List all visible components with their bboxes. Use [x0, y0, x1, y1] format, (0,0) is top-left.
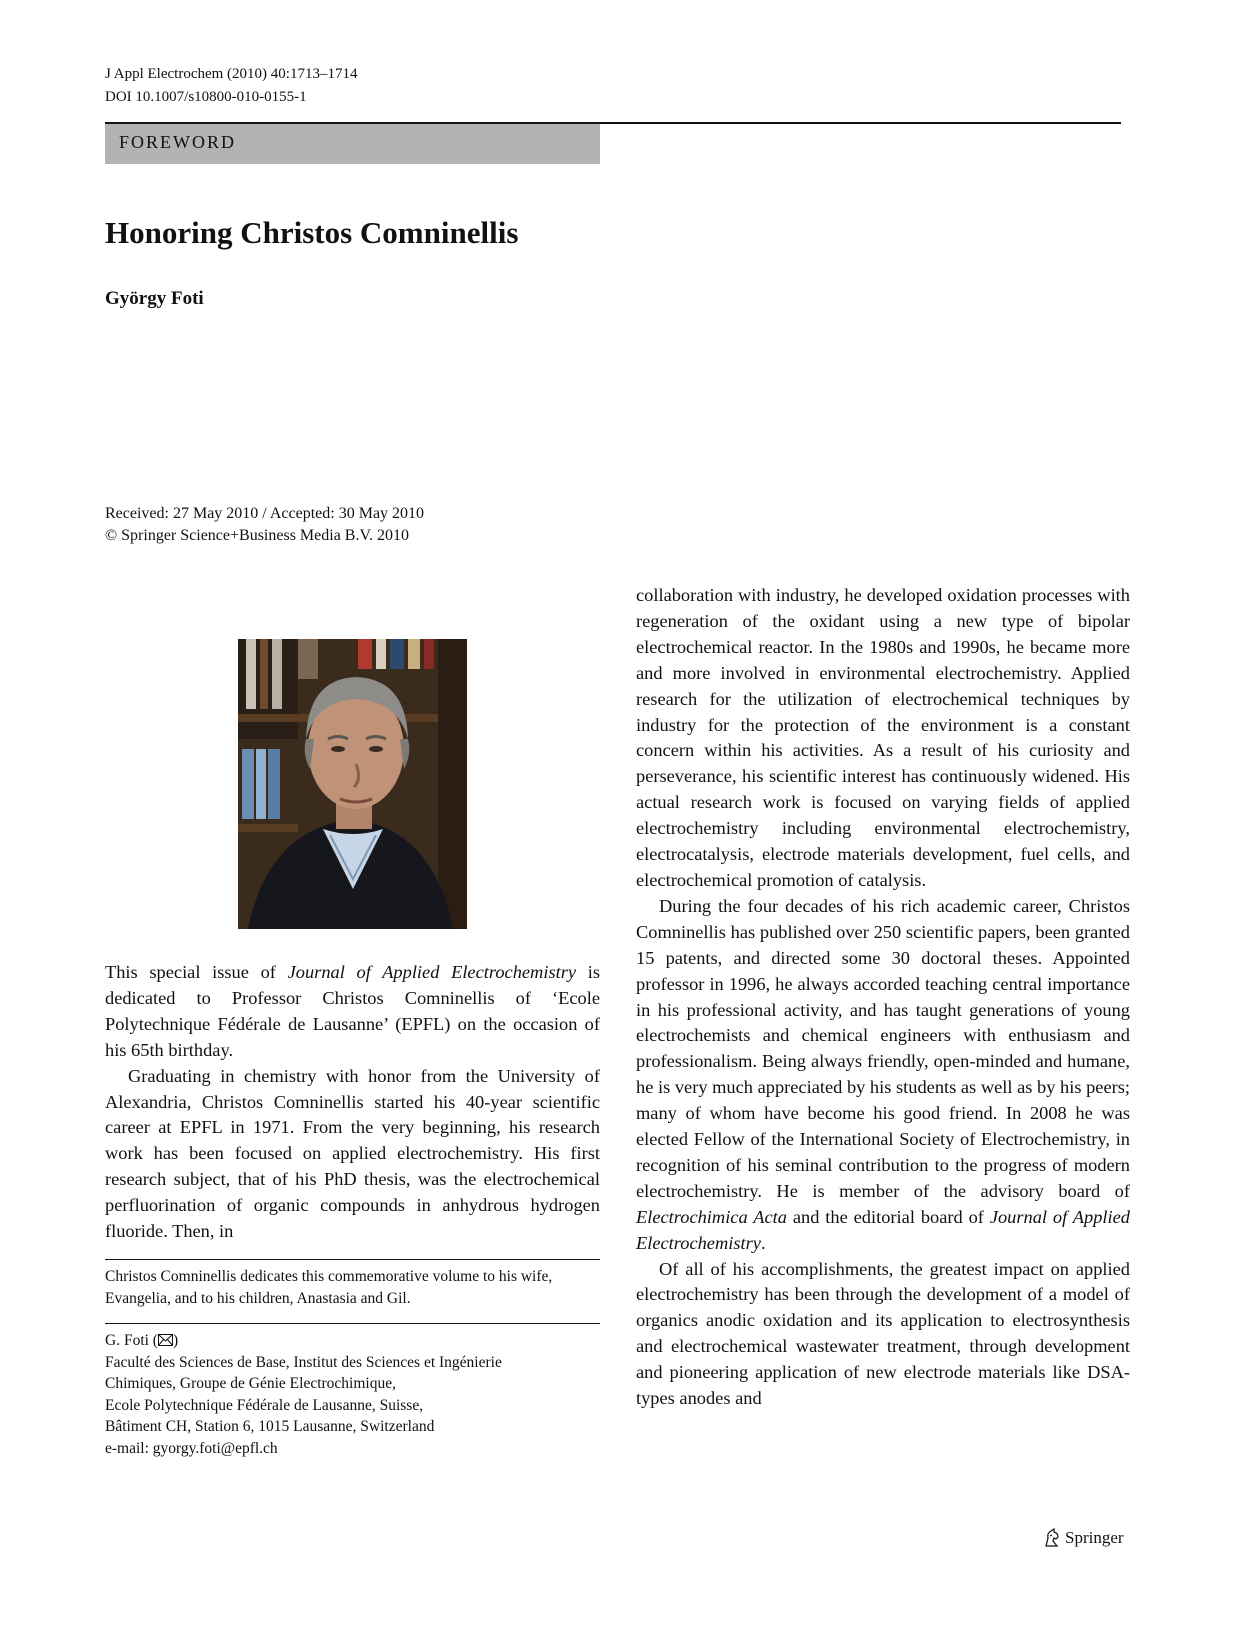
- left-column: [105, 960, 600, 1245]
- doi: DOI 10.1007/s10800-010-0155-1: [105, 89, 307, 105]
- paragraph-impact: Of all of his accomplishments, the greatest impact on applied electrochemistry has been through the development of a model of organics anodic oxidation and its application to electrosynthesis and electrochemical wastewater treatment, through development and pioneering application of new electrode materials like DSA-types anodes and: [636, 1258, 1130, 1409]
- author-contact-name: G. Foti (: [105, 1332, 158, 1349]
- portrait-image: [238, 639, 467, 929]
- affiliation-line-1: Faculté des Sciences de Base, Institut des Sciences et Ingénierie: [105, 1353, 502, 1371]
- publisher-logo: [1043, 1528, 1124, 1548]
- publisher-name: Springer: [1065, 1528, 1124, 1547]
- paragraph-research: collaboration with industry, he developed oxidation processes with regeneration of the oxidant using a new type of bipolar electrochemical reactor. In the 1980s and 1990s, he became more and more involved in environmental electrochemistry. Applied research for the utilization of electrochemical techniques by industry for the protection of the environment is a constant concern within his activities. As a result of his curiosity and perseverance, his scientific interest has continuously widened. His actual research work is focused on varying fields of applied electrochemistry including environmental electrochemistry, electrocatalysis, electrode materials development, fuel cells, and electrochemical promotion of catalysis.: [636, 585, 1130, 890]
- affiliation-line-3: Ecole Polytechnique Fédérale de Lausanne, Suisse,: [105, 1396, 424, 1414]
- author-contact: [105, 1330, 600, 1352]
- journal-electrochimica-acta: Electrochimica Acta: [636, 1206, 787, 1227]
- article-dates: [105, 503, 424, 547]
- achievements-text: During the four decades of his rich academic career, Christos Comninellis has published over 250 scientific papers, been granted 15 patents, and directed some 30 doctoral theses. Appointed professor in 1996, he always accorded teaching central importance in his professional activity, and has taught generations of young electrochemists and chemical engineers with enthusiasm and professionalism. Being always friendly, open-minded and humane, he is very much appreciated by his students as well as by his peers; many of whom have become his good friend. In 2008 he was elected Fellow of the International Society of Electrochemistry, in recognition of his seminal contribution to the progress of modern electrochemistry. He is member of the advisory board of: [636, 895, 1130, 1201]
- journal-header: [105, 63, 357, 109]
- affiliation: [105, 1330, 600, 1459]
- achievements-text-end: .: [760, 1232, 766, 1253]
- paragraph-career: Graduating in chemistry with honor from the University of Alexandria, Christos Comninellis started his 40-year scientific career at EPFL in 1971. From the very beginning, his research work has been focused on applied electrochemistry. His first research subject, that of his PhD thesis, was the electrochemical perfluorination of organic compounds in anhydrous hydrogen fluoride. Then, in: [105, 1065, 600, 1242]
- envelope-icon: [158, 1334, 173, 1346]
- author-email[interactable]: e-mail: gyorgy.foti@epfl.ch: [105, 1439, 278, 1457]
- author-contact-close: ): [172, 1332, 179, 1349]
- affiliation-line-2: Chimiques, Groupe de Génie Electrochimique,: [105, 1375, 396, 1392]
- section-label: FOREWORD: [105, 124, 600, 164]
- right-column: [636, 583, 1130, 1412]
- affiliation-line-4: Bâtiment CH, Station 6, 1015 Lausanne, Switzerland: [105, 1418, 435, 1435]
- affiliation-rule: [105, 1323, 600, 1324]
- author-name: György Foti: [105, 288, 204, 309]
- paragraph-intro: [105, 960, 600, 1064]
- article-title: Honoring Christos Comninellis: [105, 215, 519, 250]
- footnote-rule: [105, 1259, 600, 1260]
- journal-name: Journal of Applied Electrochemistry: [287, 962, 577, 982]
- paragraph-achievements: [636, 894, 1130, 1257]
- intro-text-continued: is dedicated to Professor Christos Comninellis of ‘Ecole Polytechnique Fédérale de Lausanne’ (EPFL) on the occasion of his 65th birthday.: [105, 962, 600, 1060]
- springer-horse-icon: [1043, 1528, 1061, 1548]
- copyright-line: © Springer Science+Business Media B.V. 2010: [105, 527, 409, 544]
- portrait-photo: [238, 639, 467, 929]
- received-accepted-dates: Received: 27 May 2010 / Accepted: 30 May 2010: [105, 505, 425, 522]
- achievements-text-mid: and the editorial board of: [786, 1206, 990, 1227]
- journal-citation: J Appl Electrochem (2010) 40:1713–1714: [105, 66, 358, 82]
- dedication-footnote: Christos Comninellis dedicates this commemorative volume to his wife, Evangelia, and to his children, Anastasia and Gil.: [105, 1268, 553, 1307]
- journal-applied-electrochemistry: Journal of Applied Electrochemistry: [636, 1206, 1130, 1253]
- intro-text: This special issue of: [105, 962, 288, 982]
